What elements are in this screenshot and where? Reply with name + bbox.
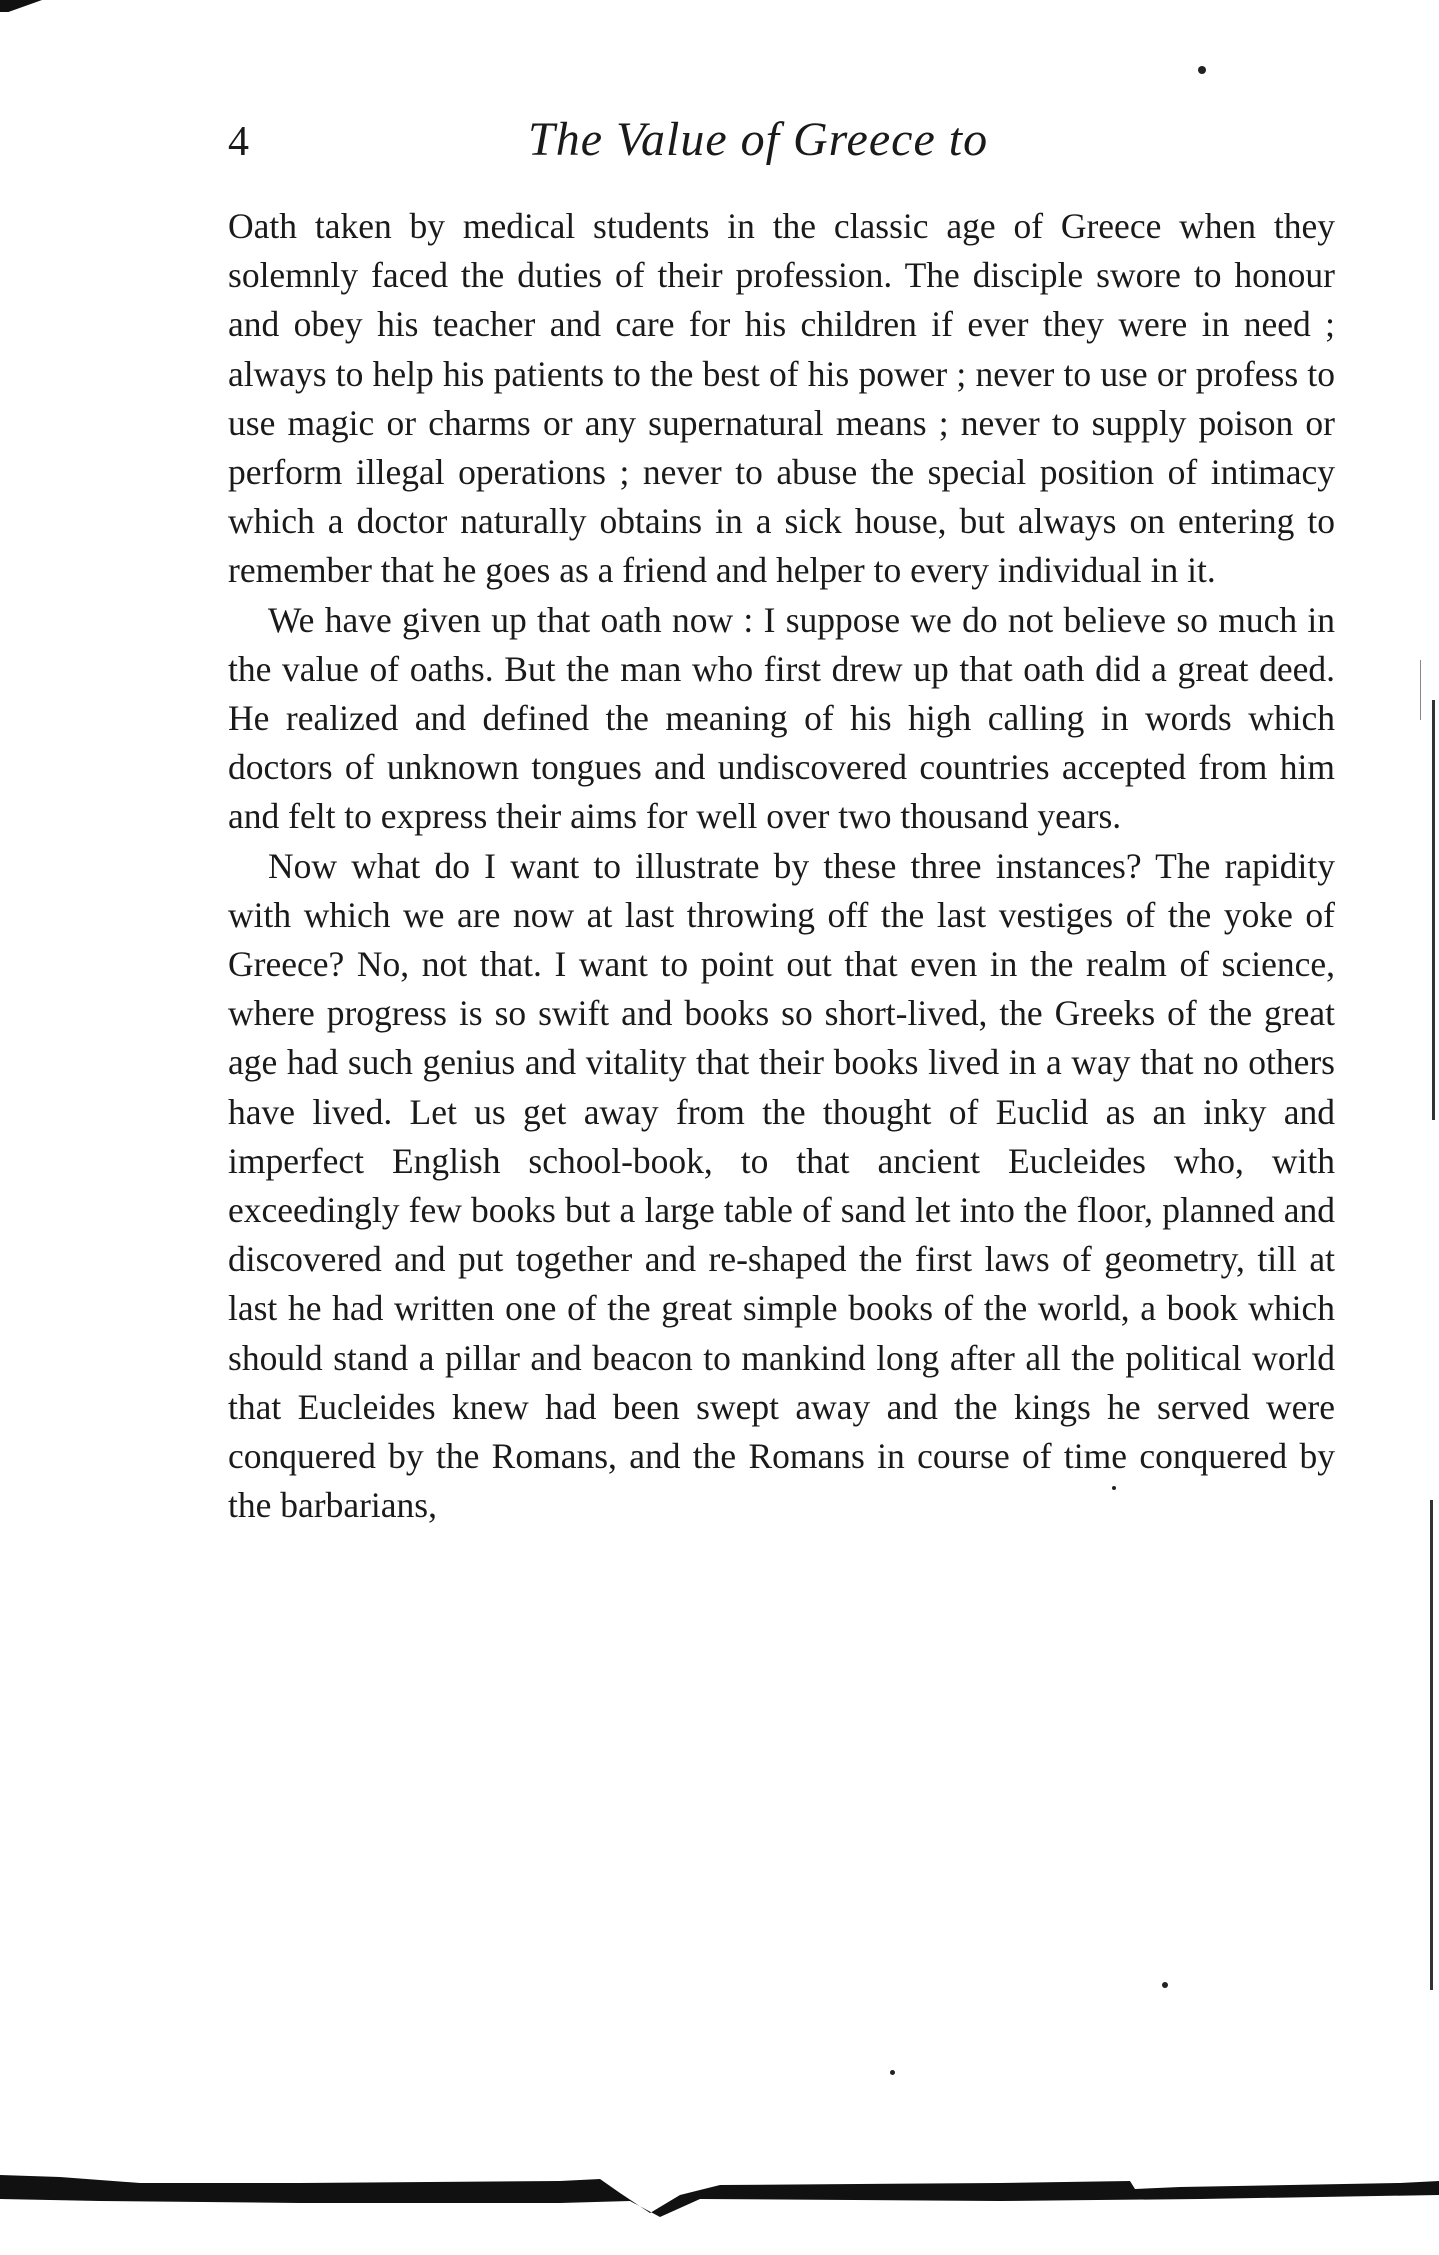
scan-speck (1162, 1982, 1168, 1988)
scan-edge-line (1430, 1500, 1433, 1990)
scan-edge-line (1432, 700, 1435, 1120)
scan-speck (1198, 66, 1206, 74)
paragraph: We have given up that oath now : I suppose we do not believe so much in the value of oaths. But the man who first drew up that oath did a great deed. He realized and defined the meaning of his high calling in words which doctors of unknown tongues and undiscovered countries accepted from him and felt to express their aims for well over two thousand years. (228, 599, 1335, 837)
paragraph: Now what do I want to illustrate by these three instances? The rapidity with which we are now at last throwing off the last vestiges of the yoke of Greece? No, not that. I want to point out that even in the realm of science, where progress is so swift and books so short-lived, the Greeks of the great age had such genius and vitality that their books lived in a way that no others have lived. Let us get away from the thought of Euclid as an inky and imperfect English school-book, to that ancient Eucleides who, with exceedingly few books but a large table of sand let into the floor, planned and discovered and put together and re-shaped the first laws of geometry, till at last he had written one of the great simple books of the world, a book which should stand a pillar and beacon to mankind long after all the political world that Eucleides knew had been swept away and the kings he served were conquered by the Romans, and the Romans in course of time conquered by the barbarians, (228, 845, 1335, 1526)
scan-speck (890, 2070, 895, 2075)
page-number: 4 (228, 119, 249, 165)
scan-bottom-smear (0, 2155, 1439, 2225)
scan-corner-mark (0, 0, 42, 12)
paragraph: Oath taken by medical students in the classic age of Greece when they solemnly faced the duties of their profession. The disciple swore to honour and obey his teacher and care for his children if ever they were in need ; always to help his patients to the best of his power ; never to use or profess to use magic or charms or any supernatural means ; never to supply poison or perform illegal operations ; never to abuse the special position of intimacy which a doctor naturally obtains in a sick house, but always on entering to remember that he goes as a friend and helper to every individual in it. (228, 206, 1335, 591)
scan-edge-line (1420, 660, 1421, 720)
running-title: The Value of Greece to (528, 113, 989, 166)
running-head (228, 112, 1338, 172)
body-text (228, 202, 1335, 1530)
